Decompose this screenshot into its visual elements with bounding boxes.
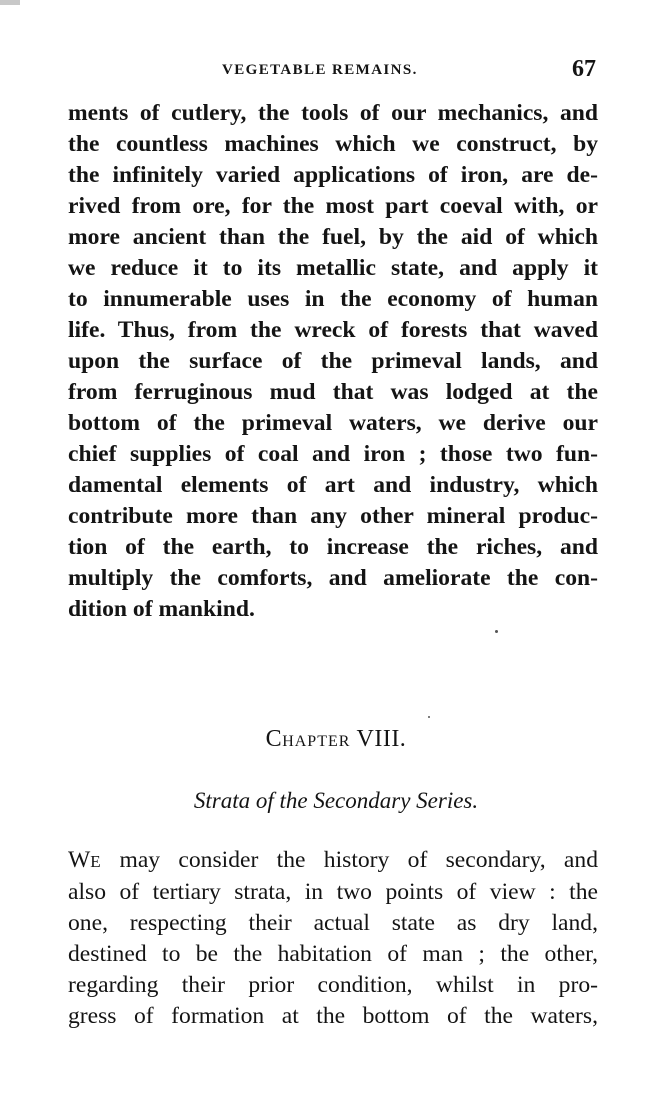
text-line: from ferruginous mud that was lodged at the bbox=[68, 379, 598, 405]
text-line: dition of mankind. bbox=[68, 596, 255, 622]
text-line: chief supplies of coal and iron ; those two fun- bbox=[68, 441, 598, 467]
text-line: destined to be the habitation of man ; the other, bbox=[68, 941, 598, 967]
first-word-initial: W bbox=[68, 847, 91, 873]
text-line: life. Thus, from the wreck of forests that waved bbox=[68, 317, 598, 343]
chapter-subtitle: Strata of the Secondary Series. bbox=[193, 788, 479, 813]
chapter-number: VIII. bbox=[356, 726, 407, 752]
print-speck bbox=[428, 716, 430, 718]
first-word-rest: E bbox=[90, 852, 102, 871]
text-line: regarding their prior condition, whilst in pro- bbox=[68, 972, 598, 998]
text-line: ments of cutlery, the tools of our mechanics, and bbox=[68, 100, 598, 126]
text-line: the countless machines which we construct, by bbox=[68, 131, 598, 157]
chapter-heading bbox=[0, 726, 672, 753]
text-line: damental elements of art and industry, which bbox=[68, 472, 598, 498]
scan-corner-mark bbox=[0, 0, 20, 5]
text-line: the infinitely varied applications of iron, are de- bbox=[68, 162, 598, 188]
running-head bbox=[68, 58, 598, 84]
first-line-rest: may consider the history of secondary, and bbox=[119, 847, 598, 873]
text-line: rived from ore, for the most part coeval with, or bbox=[68, 193, 598, 219]
text-line: more ancient than the fuel, by the aid of which bbox=[68, 224, 598, 250]
chapter-opening-paragraph bbox=[68, 845, 598, 1032]
running-title: VEGETABLE REMAINS. bbox=[222, 62, 418, 78]
chapter-heading-smallcaps: HAPTER bbox=[282, 733, 351, 750]
text-line: we reduce it to its metallic state, and apply it bbox=[68, 255, 598, 281]
chapter-heading-initial: C bbox=[265, 726, 283, 752]
text-line: one, respecting their actual state as dry land, bbox=[68, 910, 598, 936]
text-line: upon the surface of the primeval lands, and bbox=[68, 348, 598, 374]
text-line: also of tertiary strata, in two points of view : the bbox=[68, 879, 598, 905]
text-line: bottom of the primeval waters, we derive our bbox=[68, 410, 598, 436]
print-speck bbox=[495, 630, 498, 633]
text-line: tion of the earth, to increase the riches, and bbox=[68, 534, 598, 560]
paragraph-continued bbox=[68, 98, 598, 625]
text-line: to innumerable uses in the economy of human bbox=[68, 286, 598, 312]
text-line: gress of formation at the bottom of the waters, bbox=[68, 1003, 598, 1029]
page-number: 67 bbox=[572, 56, 596, 82]
text-line bbox=[68, 845, 598, 877]
text-line: multiply the comforts, and ameliorate the con- bbox=[68, 565, 598, 591]
text-line: contribute more than any other mineral produc- bbox=[68, 503, 598, 529]
